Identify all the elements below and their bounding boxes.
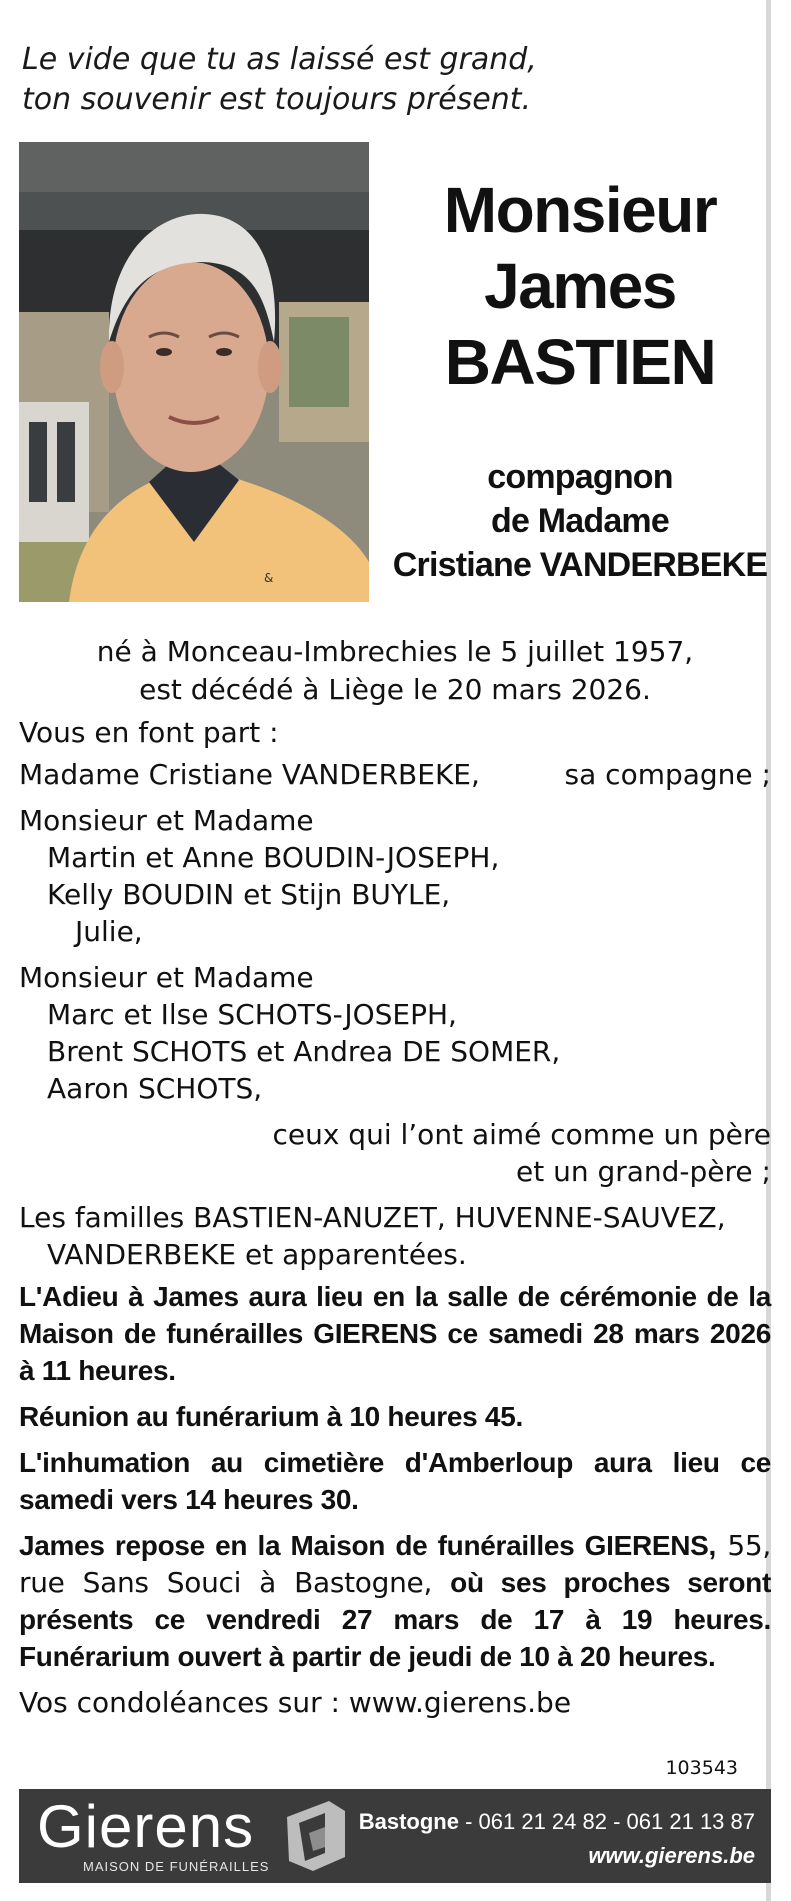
adieu-text: L'Adieu à James aura lieu en la salle de cérémonie de la Maison de funérailles GIERENS ce samedi 28 mars 2026 à 11 heures. — [19, 1281, 771, 1386]
family2-line: Brent SCHOTS et Andrea DE SOMER, — [47, 1035, 561, 1068]
portrait-photo — [19, 142, 369, 602]
family1-line: Martin et Anne BOUDIN-JOSEPH, — [47, 841, 500, 874]
contact-info — [359, 1805, 755, 1873]
repose-part-1: James repose en la Maison de funérailles GIERENS, — [19, 1530, 717, 1561]
reference-number: 103543 — [665, 1757, 738, 1779]
family1-heading: Monsieur et Madame — [19, 804, 314, 837]
family1-line: Kelly BOUDIN et Stijn BUYLE, — [47, 878, 451, 911]
phone-numbers: - 061 21 24 82 - 061 21 13 87 — [458, 1809, 755, 1834]
intro-text: Vous en font part : — [19, 716, 279, 749]
condolences-link[interactable]: Vos condoléances sur : www.gierens.be — [19, 1686, 572, 1719]
families-line-1: Les familles BASTIEN-ANUZET, HUVENNE-SAUVEZ, — [19, 1201, 726, 1234]
funeral-home-footer — [19, 1789, 771, 1883]
name-title: Monsieur — [443, 174, 717, 246]
quote-line-1: Le vide que tu as laissé est grand, — [22, 42, 537, 77]
relationship-line-3: Cristiane VANDERBEKE — [392, 546, 768, 584]
birth-death-info — [19, 633, 771, 709]
quote-line-2: ton souvenir est toujours présent. — [22, 82, 532, 117]
city-name: Bastogne — [358, 1809, 459, 1834]
relationship-line-1: compagnon — [487, 458, 673, 496]
family2-heading: Monsieur et Madame — [19, 961, 314, 994]
family1-line: Julie, — [75, 915, 143, 948]
deceased-name — [390, 172, 770, 400]
partner-role: sa compagne ; — [564, 758, 771, 791]
repose-part-3: où ses proches seront présents ce vendredi 27 mars de 17 à 19 heures. Funérarium ouvert à partir de jeudi de 10 à 20 heures. — [19, 1567, 771, 1672]
announcement-body — [19, 714, 771, 1721]
memorial-quote — [22, 40, 537, 120]
logo-mark-icon — [279, 1797, 349, 1879]
relationship-line-2: de Madame — [491, 502, 669, 540]
logo-subtitle: MAISON DE FUNÉRAILLES — [83, 1859, 270, 1874]
name-first: James — [484, 250, 676, 322]
svg-text:&: & — [264, 571, 274, 585]
partner-row — [19, 756, 771, 793]
partner-name: Madame Cristiane VANDERBEKE, — [19, 758, 480, 791]
inhumation-text: L'inhumation au cimetière d'Amberloup aura lieu ce samedi vers 14 heures 30. — [19, 1447, 771, 1515]
relationship — [390, 455, 770, 587]
families-line-2: VANDERBEKE et apparentées. — [47, 1238, 467, 1271]
death-line: est décédé à Liège le 20 mars 2026. — [139, 673, 651, 706]
family2-line: Marc et Ilse SCHOTS-JOSEPH, — [47, 998, 457, 1031]
website-link[interactable]: www.gierens.be — [588, 1843, 755, 1868]
loved-line-2: et un grand-père ; — [515, 1155, 771, 1188]
funeral-home-logo: Gierens — [37, 1793, 255, 1860]
family2-line: Aaron SCHOTS, — [47, 1072, 263, 1105]
loved-line-1: ceux qui l’ont aimé comme un père — [272, 1118, 771, 1151]
repose-text — [19, 1527, 771, 1675]
birth-line: né à Monceau-Imbrechies le 5 juillet 1957, — [96, 635, 694, 668]
reunion-text: Réunion au funérarium à 10 heures 45. — [19, 1401, 523, 1432]
name-last: BASTIEN — [444, 326, 716, 398]
repose-address: 55, rue Sans Souci à Bastogne, — [19, 1529, 772, 1599]
